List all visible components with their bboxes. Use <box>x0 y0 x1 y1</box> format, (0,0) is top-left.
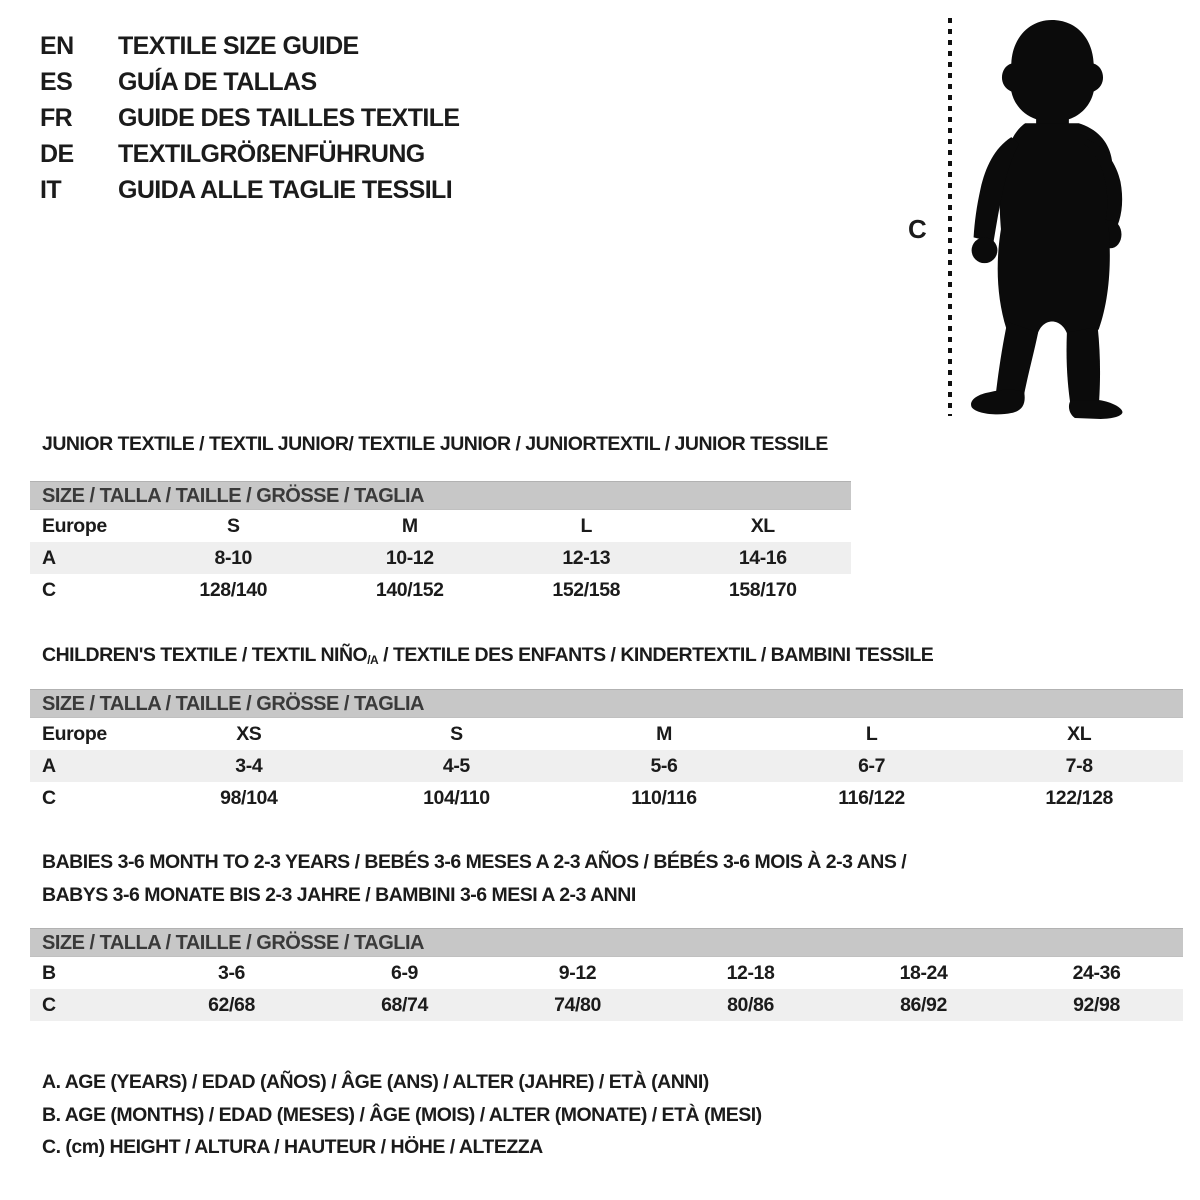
size-cell: L <box>580 514 592 537</box>
size-cell: 98/104 <box>220 786 278 809</box>
size-cell: 152/158 <box>552 578 621 601</box>
section-title-junior: JUNIOR TEXTILE / TEXTIL JUNIOR/ TEXTILE JUNIOR / JUNIORTEXTIL / JUNIOR TESSILE <box>42 433 828 455</box>
lang-code: FR <box>40 103 73 132</box>
size-cell: 128/140 <box>199 578 268 601</box>
size-cell: 68/74 <box>381 993 428 1016</box>
section-title-children-sub: /A <box>367 653 379 667</box>
size-cell: L <box>865 722 878 745</box>
size-cell: XS <box>236 722 262 745</box>
footnote-age-years: A. AGE (YEARS) / EDAD (AÑOS) / ÂGE (ANS) / ALTER (JAHRE) / ETÀ (ANNI) <box>42 1071 709 1093</box>
size-table-header: SIZE / TALLA / TAILLE / GRÖSSE / TAGLIA <box>30 689 1183 718</box>
size-cell: 18-24 <box>899 961 948 984</box>
height-measure-dashed-line <box>948 18 952 416</box>
row-label: C <box>42 578 56 601</box>
size-cell: 5-6 <box>650 754 678 777</box>
row-label: C <box>42 786 56 809</box>
lang-title: GUIDE DES TAILLES TEXTILE <box>118 103 460 132</box>
size-cell: 7-8 <box>1065 754 1093 777</box>
table-row-europe <box>30 510 851 542</box>
lang-row-es <box>40 64 460 100</box>
size-cell: 8-10 <box>214 546 252 569</box>
lang-title: TEXTILGRÖßENFÜHRUNG <box>118 139 425 168</box>
size-cell: 6-9 <box>391 961 418 984</box>
size-cell: 3-4 <box>235 754 263 777</box>
row-label: Europe <box>42 514 107 537</box>
junior-size-table <box>30 481 851 606</box>
row-label: B <box>42 961 56 984</box>
lang-title: TEXTILE SIZE GUIDE <box>118 31 359 60</box>
row-label: A <box>42 546 56 569</box>
size-cell: 116/122 <box>838 786 905 809</box>
size-cell: 86/92 <box>900 993 947 1016</box>
size-cell: 158/170 <box>728 578 797 601</box>
size-cell: 110/116 <box>631 786 697 809</box>
lang-row-de <box>40 136 460 172</box>
size-cell: 14-16 <box>738 546 787 569</box>
babies-size-table <box>30 928 1183 1021</box>
lang-code: DE <box>40 139 74 168</box>
language-header <box>40 28 460 208</box>
lang-row-fr <box>40 100 460 136</box>
lang-title: GUÍA DE TALLAS <box>118 67 317 96</box>
size-cell: 10-12 <box>385 546 434 569</box>
size-cell: M <box>401 514 418 537</box>
size-cell: 74/80 <box>554 993 601 1016</box>
size-cell: 9-12 <box>558 961 597 984</box>
section-title-children-prefix: CHILDREN'S TEXTILE / TEXTIL NIÑO <box>42 644 368 666</box>
legend-footnotes <box>42 1071 762 1169</box>
size-cell: 80/86 <box>727 993 774 1016</box>
lang-title: GUIDA ALLE TAGLIE TESSILI <box>118 175 453 204</box>
lang-code: EN <box>40 31 74 60</box>
section-title-children-suffix: / TEXTILE DES ENFANTS / KINDERTEXTIL / BAMBINI TESSILE <box>378 644 934 666</box>
footnote-age-months: B. AGE (MONTHS) / EDAD (MESES) / ÂGE (MOIS) / ALTER (MONATE) / ETÀ (MESI) <box>42 1103 762 1126</box>
toddler-silhouette-icon <box>963 18 1141 420</box>
size-cell: 4-5 <box>442 754 470 777</box>
row-label: C <box>42 993 56 1016</box>
size-cell: XL <box>750 514 775 537</box>
size-cell: 62/68 <box>208 993 255 1016</box>
size-cell: 92/98 <box>1073 993 1120 1016</box>
lang-row-en <box>40 28 460 64</box>
size-cell: M <box>656 722 672 745</box>
size-cell: 24-36 <box>1072 961 1121 984</box>
size-cell: 122/128 <box>1045 786 1114 809</box>
table-row-age-months <box>30 957 1183 989</box>
section-title-children <box>42 644 933 667</box>
table-row-height <box>30 574 851 606</box>
size-cell: 12-18 <box>726 961 775 984</box>
size-cell: 140/152 <box>375 578 444 601</box>
table-row-age <box>30 750 1183 782</box>
table-row-age <box>30 542 851 574</box>
children-size-table <box>30 689 1183 814</box>
section-title-babies-line1: BABIES 3-6 MONTH TO 2-3 YEARS / BEBÉS 3-6 MESES A 2-3 AÑOS / BÉBÉS 3-6 MOIS À 2-3 ANS / <box>42 851 907 873</box>
row-label: A <box>42 754 56 777</box>
lang-code: ES <box>40 67 73 96</box>
table-row-europe <box>30 718 1183 750</box>
size-cell: 6-7 <box>858 754 886 777</box>
lang-row-it <box>40 172 460 208</box>
table-row-height <box>30 989 1183 1021</box>
size-cell: 104/110 <box>423 786 490 809</box>
size-table-header: SIZE / TALLA / TAILLE / GRÖSSE / TAGLIA <box>30 928 1183 957</box>
size-cell: S <box>226 514 240 537</box>
size-cell: XL <box>1067 722 1092 745</box>
size-cell: 3-6 <box>218 961 245 984</box>
height-measure-label: C <box>908 214 927 244</box>
size-cell: 12-13 <box>562 546 611 569</box>
footnote-height-cm: C. (cm) HEIGHT / ALTURA / HAUTEUR / HÖHE / ALTEZZA <box>42 1136 543 1158</box>
size-cell: S <box>450 722 463 745</box>
lang-code: IT <box>40 175 62 204</box>
row-label: Europe <box>42 722 107 745</box>
size-table-header: SIZE / TALLA / TAILLE / GRÖSSE / TAGLIA <box>30 481 851 510</box>
section-title-babies-line2: BABYS 3-6 MONATE BIS 2-3 JAHRE / BAMBINI 3-6 MESI A 2-3 ANNI <box>42 884 636 906</box>
table-row-height <box>30 782 1183 814</box>
